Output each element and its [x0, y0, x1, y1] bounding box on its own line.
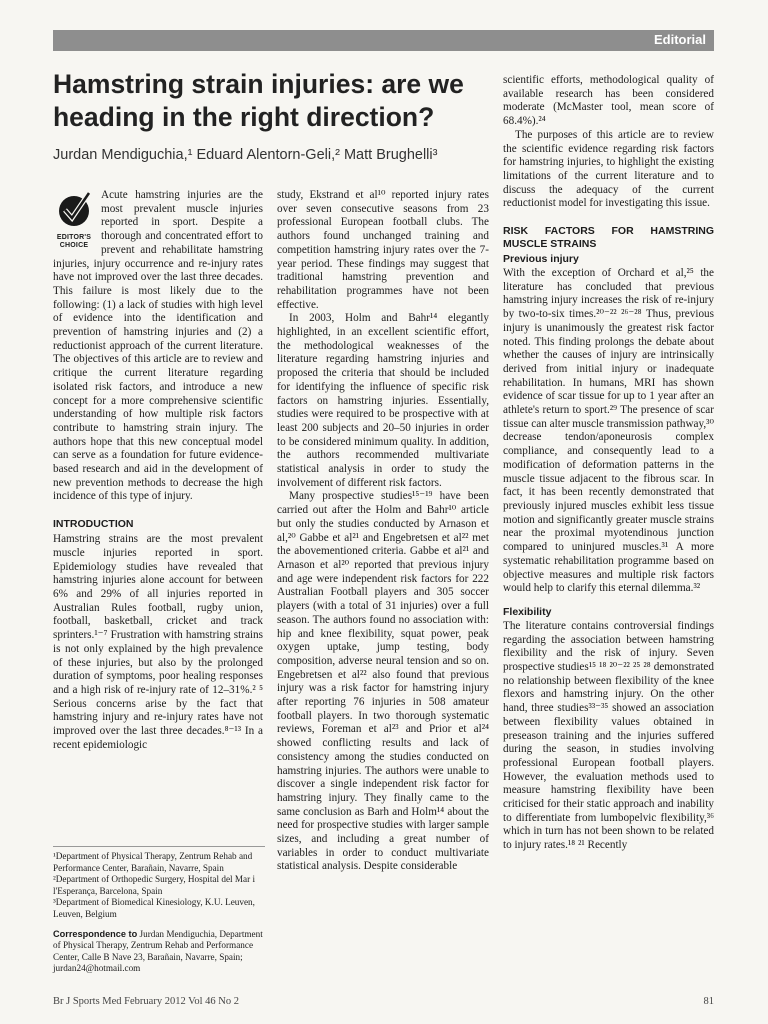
introduction-heading: INTRODUCTION — [53, 518, 134, 531]
affiliations — [53, 846, 265, 975]
correspondence-label: Correspondence to — [53, 928, 138, 939]
author-list: Jurdan Mendiguchia,¹ Eduard Alentorn-Geli,² Matt Brughelli³ — [53, 147, 438, 163]
section-heading: RISK FACTORS FOR HAMSTRING MUSCLE STRAINS — [503, 225, 714, 251]
section-label: Editorial — [653, 32, 706, 47]
journal-citation: Br J Sports Med February 2012 Vol 46 No 2 — [53, 996, 239, 1007]
paragraph: The purposes of this article are to review the scientific evidence regarding risk factors for hamstring injuries, to highlight the existing limitations of the current literature and to discuss the adequacy of the current reductionist model for investigating this issue. — [503, 128, 714, 210]
paragraph: With the exception of Orchard et al,²⁵ the literature has concluded that previous hamstring injury increases the risk of re-injury by two-to-six times.²⁰⁻²² ²⁶⁻²⁸ Thus, previous injury is unanimously the greatest risk factor noted. This finding prolongs the debate about whether the causes of injury are intrinsically derived from initial injury or inadequate rehabilitation. In humans, MRI has shown evidence of scar tissue for up to 1 year after an athlete's return to sport.²⁹ The presence of scar tissue can alter muscle transmission pathway,³⁰ decrease tendon/aponeurosis complex compliance, and consequently lead to a modification of deformation patterns in the muscle tissue adjacent to the fibrous scar. In fact, it has been recently demonstrated that previously injured muscles exhibit less tissue motion and significantly greater muscle strains near the proximal myotendinous junction compared to uninjured muscles.³¹ A more systematic rehabilitation programme based on objective measures and multiple risk factors would help to clarify this eternal dilemma.³² — [503, 267, 714, 595]
paragraph: In 2003, Holm and Bahr¹⁴ elegantly highlighted, in an excellent scientific effort, the methodological weaknesses of the literature regarding hamstring injuries and proposed the criteria that should be included for identifying the influence of specific risk factors on hamstring injuries. Essentially, studies were required to be prospective with at least 200 subjects and 20–50 injuries in order to be considered minimum quality. In addition, the authors recommended multivariate statistical analysis in order to study the involvement of different risk factors. — [277, 312, 489, 489]
paragraph: study, Ekstrand et al¹⁰ reported injury rates over seven consecutive seasons from 23 professional European football clubs. The authors found unchanged training and competition hamstring injury rates over the 7-year period. These findings may suggest that traditional hamstring prevention and rehabilitation programmes have not been effective. — [277, 189, 489, 311]
introduction-paragraph: Hamstring strains are the most prevalent muscle injuries reported in sport. Epidemiology studies have revealed that hamstring injuries alone account for between 6% and 29% of all injuries reported in Australian Rules football, rugby union, football, basketball, cricket and track sprinters.¹⁻⁷ Frustration with hamstring strains is not only explained by the high prevalence of these injuries, but also by the prolonged duration of symptoms, poor healing responses and a high risk of re-injury rate of 12–31%.² ⁵ Serious concerns arise by the fact that hamstring injury and re-injury rates have not improved over the last three decades.⁸⁻¹³ In a recent epidemiologic — [53, 533, 263, 751]
abstract: Acute hamstring injuries are the most prevalent muscle injuries reported in sport. Despite a thorough and concentrated effort to prevent and rehabilitate hamstring injuries, injury occurrence and re-injury rates have not improved over the last three decades. This failure is most likely due to the following: (1) a lack of studies with high level of evidence into the identification and prevention of hamstring injuries and (2) a reductionist approach of the current literature. The objectives of this article are to review and critique the current literature regarding isolated risk factors, and introduce a new concept for a more comprehensive scientific understanding of how multiple risk factors contribute to hamstring strain injury. The authors hope that this new conceptual model can serve as a foundation for future evidence-based research and aid in the development of new prevention methods to decrease the high incidence of this type of injury. — [53, 189, 263, 503]
badge-label-line2: CHOICE — [59, 241, 89, 249]
affiliation-2: ²Department of Orthopedic Surgery, Hospital del Mar i l'Esperança, Barcelona, Spain — [53, 874, 256, 896]
badge-label-line1: EDITOR'S — [56, 233, 92, 241]
subheading-flexibility: Flexibility — [503, 605, 552, 618]
affiliation-1: ¹Department of Physical Therapy, Zentrum Rehab and Performance Center, Barañain, Navarre, Spain — [53, 851, 253, 873]
subheading-previous-injury: Previous injury — [503, 253, 579, 266]
editors-choice-badge — [53, 189, 95, 253]
page-footer — [53, 996, 714, 1007]
page-number: 81 — [703, 996, 714, 1007]
paragraph: The literature contains controversial findings regarding the association between hamstring flexibility and the risk of injury. Seven prospective studies¹⁵ ¹⁸ ²⁰⁻²² ²⁵ ²⁸ demonstrated no relationship between flexibility of the knee flexors and hamstring injury. On the other hand, three studies³³⁻³⁵ showed an association between flexibility values obtained in preseason training and the injuries suffered during the season, in studies involving professional European football players. However, the evaluation methods used to measure hamstring flexibility have been criticised for their static approach and inability to differentiate from lumbopelvic flexibility,³⁶ which in turn has not been shown to be related to injury rates.¹⁸ ²¹ Recently — [503, 619, 714, 852]
column-1 — [53, 189, 263, 752]
column-3 — [503, 74, 714, 853]
affiliation-3: ³Department of Biomedical Kinesiology, K.U. Leuven, Leuven, Belgium — [53, 897, 255, 919]
correspondence-text: Jurdan Mendiguchia, Department of Physical Therapy, Zentrum Rehab and Performance Center, Calle B Nave 23, Barañain, Navarre, Spain; jurdan24@hotmail.com — [53, 928, 263, 974]
paragraph: Many prospective studies¹⁵⁻¹⁹ have been carried out after the Holm and Bahr¹⁰ article but only the studies conducted by Arnason et al,²⁰ Gabbe et al²¹ and Engebretsen et al²² met the abovementioned criteria. Gabbe et al²¹ and Arnason et al²⁰ reported that previous injury and age were independent risk factors for 222 Australian Football players and 305 soccer players (with a total of 31 injuries) over a full season. The authors found no association with: hip and knee flexibility, squat power, peak oxygen uptake, jump testing, body composition, adverse neural tension and so on. Engebretsen et al²² also found that previous injury was a risk factor for hamstring injury after reporting 76 injuries in 508 amateur football players. In two thorough systematic reviews, Foreman et al²³ and Prior et al²⁴ showed conflicting results and lack of consistency among the studies conducted on hamstring injuries. The authors were unable to discover a single independent risk factor for hamstring injury. They finally came to the same conclusion as Barh and Holm¹⁴ about the need for prospective studies with larger sample sizes, and including a great number of variables in order to conduct multivariate statistical analysis. Despite considerable — [277, 490, 489, 873]
article-title: Hamstring strain injuries: are we heading in the right direction? — [53, 69, 464, 132]
column-2 — [277, 189, 489, 874]
paragraph: scientific efforts, methodological quality of available research has been considered moderate (McMaster tool, mean score of 68.4%).²⁴ — [503, 74, 714, 128]
checkmark-icon — [54, 189, 94, 229]
section-banner — [53, 30, 714, 51]
correspondence — [53, 929, 265, 975]
